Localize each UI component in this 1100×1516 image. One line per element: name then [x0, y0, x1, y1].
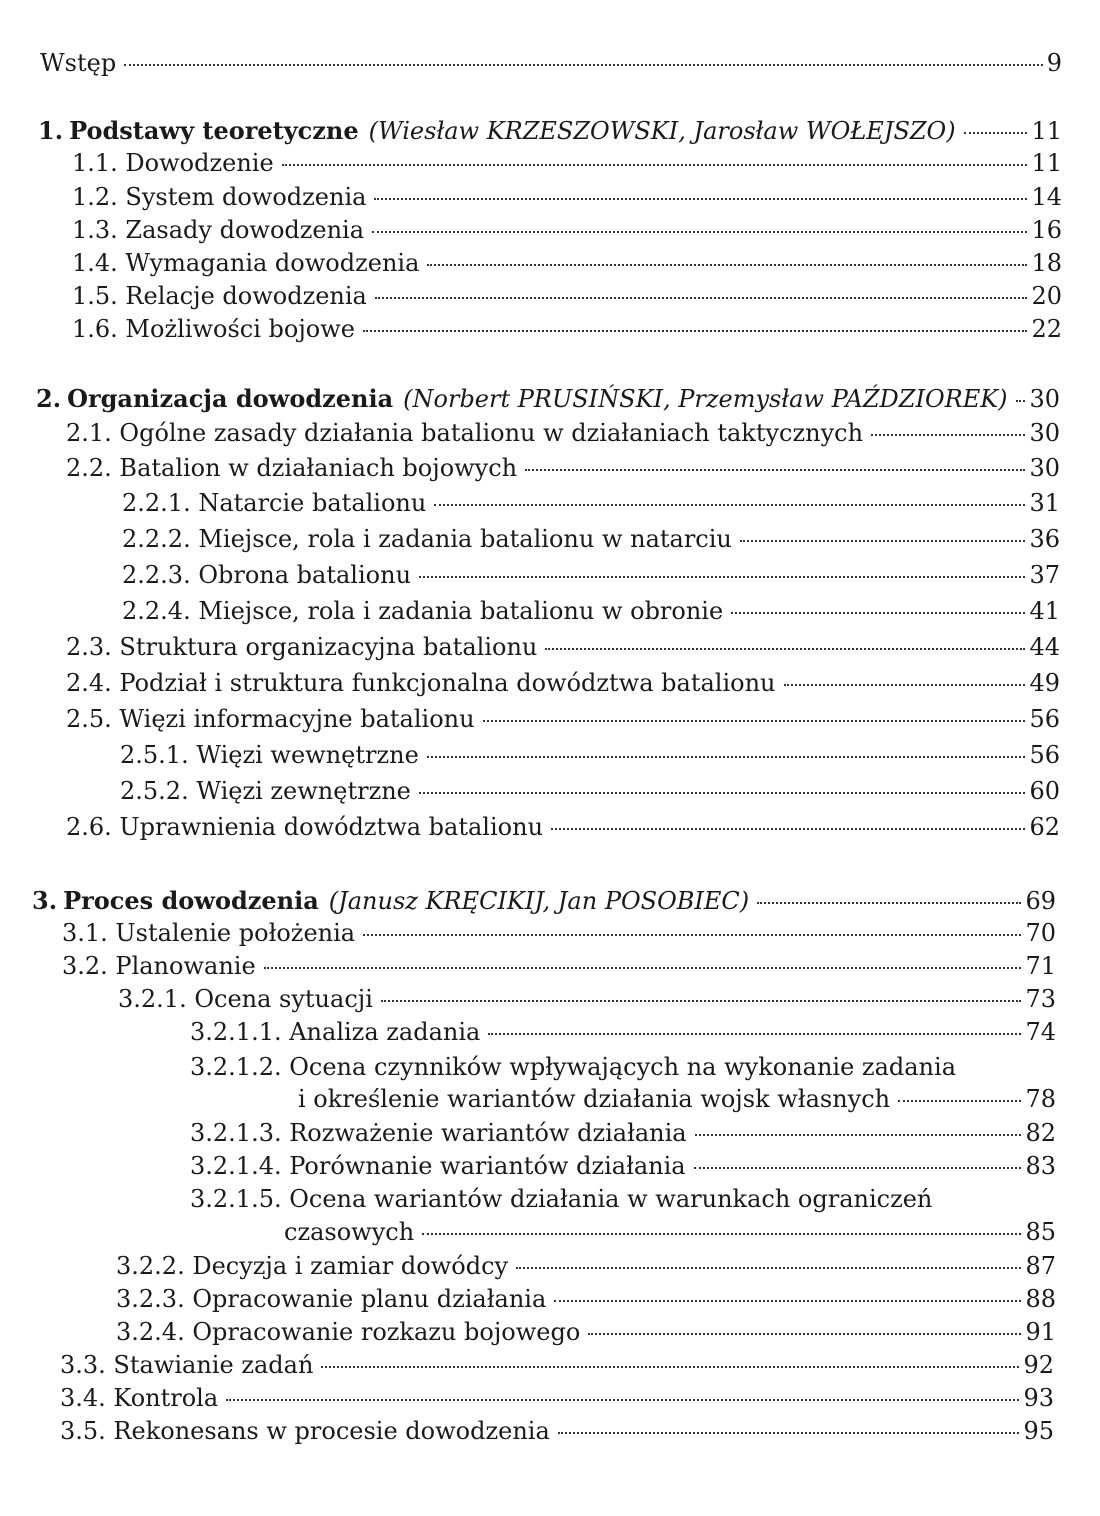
toc-subsubsection-line1[interactable]: 3.2.1.2. Ocena czynników wpływających na wykonanie zadania — [190, 1053, 956, 1081]
toc-section[interactable] — [72, 314, 1062, 344]
toc-subsection[interactable] — [122, 488, 1060, 518]
toc-chapter-1[interactable] — [38, 116, 1062, 146]
page-number: 62 — [1029, 813, 1060, 841]
chapter-authors: (Wiesław KRZESZOWSKI, Jarosław WOŁEJSZO) — [368, 117, 956, 145]
dot-leader — [757, 902, 1021, 904]
toc-section[interactable] — [72, 148, 1062, 178]
dot-leader — [381, 1000, 1022, 1002]
toc-section[interactable] — [62, 918, 1056, 948]
entry-label: 3.2.1.1. Analiza zadania — [190, 1018, 481, 1046]
page-number: 82 — [1025, 1119, 1056, 1147]
page-number: 91 — [1025, 1318, 1056, 1346]
toc-section[interactable] — [66, 632, 1060, 662]
dot-leader — [488, 1033, 1021, 1035]
entry-label: 3.2.1.4. Porównanie wariantów działania — [190, 1152, 686, 1180]
dot-leader — [321, 1366, 1019, 1368]
toc-subsubsection[interactable] — [190, 1017, 1056, 1047]
entry-label: 3.1. Ustalenie położenia — [62, 919, 356, 947]
page-number: 70 — [1025, 919, 1056, 947]
page-number: 83 — [1025, 1152, 1056, 1180]
entry-label: 2.3. Struktura organizacyjna batalionu — [66, 633, 538, 661]
entry-label: 1.1. Dowodzenie — [72, 149, 274, 177]
page-number: 9 — [1046, 49, 1062, 77]
entry-label: 2.5. Więzi informacyjne batalionu — [66, 705, 475, 733]
entry-label: 3.2.2. Decyzja i zamiar dowódcy — [116, 1252, 509, 1280]
entry-label: 1.4. Wymagania dowodzenia — [72, 249, 420, 277]
page-number: 11 — [1031, 149, 1062, 177]
chapter-title: Organizacja dowodzenia — [67, 384, 394, 413]
toc-subsubsection[interactable] — [190, 1151, 1056, 1181]
chapter-title: Podstawy teoretyczne — [69, 116, 359, 145]
chapter-authors: (Janusz KRĘCIKIJ, Jan POSOBIEC) — [328, 887, 750, 915]
entry-label: i określenie wariantów działania wojsk własnych — [298, 1085, 891, 1113]
toc-subsubsection[interactable] — [298, 1084, 1056, 1114]
dot-leader — [898, 1100, 1021, 1102]
dot-leader — [516, 1267, 1021, 1269]
entry-label: 1.6. Możliwości bojowe — [72, 315, 355, 343]
dot-leader — [483, 720, 1026, 722]
dot-leader — [226, 1399, 1019, 1401]
page-number: 30 — [1029, 385, 1060, 413]
page-number: 85 — [1025, 1218, 1056, 1246]
page-number: 56 — [1029, 741, 1060, 769]
entry-label: 2.1. Ogólne zasady działania batalionu w działaniach taktycznych — [66, 419, 864, 447]
page-number: 30 — [1029, 419, 1060, 447]
entry-label: 1.2. System dowodzenia — [72, 183, 367, 211]
entry-label: Wstęp — [40, 49, 117, 77]
toc-chapter-2[interactable] — [36, 384, 1060, 414]
entry-label: 3.4. Kontrola — [60, 1384, 219, 1412]
dot-leader — [375, 297, 1028, 299]
chapter-number: 1. — [38, 116, 64, 145]
page-number: 16 — [1031, 216, 1062, 244]
toc-subsection[interactable] — [122, 524, 1060, 554]
dot-leader — [419, 792, 1026, 794]
dot-leader — [551, 828, 1025, 830]
page-number: 71 — [1025, 952, 1056, 980]
dot-leader — [374, 198, 1027, 200]
entry-label: 3.2.1. Ocena sytuacji — [118, 985, 373, 1013]
entry-label: 2.5.2. Więzi zewnętrzne — [120, 777, 411, 805]
entry-label: 2.2.2. Miejsce, rola i zadania batalionu w natarciu — [122, 525, 732, 553]
entry-label: 3.2. Planowanie — [62, 952, 256, 980]
entry-label: 2.2.1. Natarcie batalionu — [122, 489, 427, 517]
page-number: 18 — [1031, 249, 1062, 277]
dot-leader — [282, 164, 1028, 166]
toc-subsubsection[interactable] — [190, 1118, 1056, 1148]
toc-section[interactable] — [66, 812, 1060, 842]
page-number: 11 — [1031, 117, 1062, 145]
page-number: 30 — [1029, 454, 1060, 482]
dot-leader — [558, 1432, 1020, 1434]
entry-label: 1.3. Zasady dowodzenia — [72, 216, 365, 244]
toc-chapter-3[interactable] — [32, 886, 1056, 916]
page-number: 56 — [1029, 705, 1060, 733]
dot-leader — [372, 231, 1027, 233]
toc-section[interactable] — [72, 182, 1062, 212]
dot-leader — [124, 64, 1043, 66]
dot-leader — [545, 648, 1025, 650]
toc-section[interactable] — [60, 1350, 1054, 1380]
page-number: 60 — [1029, 777, 1060, 805]
dot-leader — [363, 934, 1021, 936]
toc-subsection[interactable] — [120, 740, 1060, 770]
dot-leader — [264, 967, 1022, 969]
chapter-number: 2. — [36, 384, 62, 413]
page-number: 92 — [1023, 1351, 1054, 1379]
toc-section[interactable] — [66, 453, 1060, 483]
entry-label: 3.2.1.3. Rozważenie wariantów działania — [190, 1119, 687, 1147]
dot-leader — [731, 612, 1025, 614]
page-number: 95 — [1023, 1417, 1054, 1445]
toc-section[interactable] — [72, 215, 1062, 245]
page-number: 49 — [1029, 669, 1060, 697]
dot-leader — [554, 1300, 1021, 1302]
entry-label: 2.2. Batalion w działaniach bojowych — [66, 454, 518, 482]
dot-leader — [363, 330, 1028, 332]
dot-leader — [740, 540, 1026, 542]
toc-section[interactable] — [72, 248, 1062, 278]
page-number: 74 — [1025, 1018, 1056, 1046]
chapter-number: 3. — [32, 886, 58, 915]
page-number: 37 — [1029, 561, 1060, 589]
toc-section[interactable] — [66, 418, 1060, 448]
toc-section[interactable] — [60, 1383, 1054, 1413]
entry-label: 2.6. Uprawnienia dowództwa batalionu — [66, 813, 544, 841]
dot-leader — [871, 434, 1025, 436]
dot-leader — [427, 756, 1026, 758]
dot-leader — [1016, 400, 1026, 402]
page-number: 22 — [1031, 315, 1062, 343]
entry-label: 2.2.3. Obrona batalionu — [122, 561, 412, 589]
chapter-title: Proces dowodzenia — [63, 886, 319, 915]
dot-leader — [694, 1167, 1022, 1169]
toc-subsection[interactable] — [116, 1317, 1056, 1347]
page-number: 69 — [1025, 887, 1056, 915]
dot-leader — [422, 1233, 1021, 1235]
page-number: 44 — [1029, 633, 1060, 661]
dot-leader — [525, 469, 1025, 471]
entry-label: 3.5. Rekonesans w procesie dowodzenia — [60, 1417, 550, 1445]
entry-label: 2.2.4. Miejsce, rola i zadania batalionu w obronie — [122, 597, 724, 625]
entry-label: czasowych — [284, 1218, 415, 1246]
toc-section[interactable] — [72, 281, 1062, 311]
toc-section[interactable] — [66, 668, 1060, 698]
dot-leader — [964, 132, 1028, 134]
toc-section[interactable] — [66, 704, 1060, 734]
toc-subsubsection-line1[interactable]: 3.2.1.5. Ocena wariantów działania w warunkach ograniczeń — [190, 1185, 933, 1213]
toc-section[interactable] — [60, 1416, 1054, 1446]
page-number: 36 — [1029, 525, 1060, 553]
entry-label: 3.3. Stawianie zadań — [60, 1351, 314, 1379]
toc-subsection[interactable] — [118, 984, 1056, 1014]
entry-label: 1.5. Relacje dowodzenia — [72, 282, 367, 310]
toc-subsection[interactable] — [122, 596, 1060, 626]
dot-leader — [434, 504, 1025, 506]
page-number: 14 — [1031, 183, 1062, 211]
toc-section[interactable] — [62, 951, 1056, 981]
dot-leader — [419, 576, 1025, 578]
entry-label: 2.4. Podział i struktura funkcjonalna dowództwa batalionu — [66, 669, 776, 697]
dot-leader — [784, 684, 1026, 686]
toc-entry-intro[interactable] — [40, 48, 1062, 78]
toc-subsubsection[interactable] — [284, 1217, 1056, 1247]
page-number: 88 — [1025, 1285, 1056, 1313]
toc-subsection[interactable] — [122, 560, 1060, 590]
dot-leader — [427, 264, 1027, 266]
page-number: 31 — [1029, 489, 1060, 517]
page-number: 73 — [1025, 985, 1056, 1013]
page-number: 78 — [1025, 1085, 1056, 1113]
dot-leader — [588, 1333, 1021, 1335]
page-number: 41 — [1029, 597, 1060, 625]
page-number: 87 — [1025, 1252, 1056, 1280]
entry-label: 3.2.4. Opracowanie rozkazu bojowego — [116, 1318, 581, 1346]
toc-subsection[interactable] — [116, 1284, 1056, 1314]
entry-label: 2.5.1. Więzi wewnętrzne — [120, 741, 419, 769]
entry-label: 3.2.3. Opracowanie planu działania — [116, 1285, 547, 1313]
page-number: 93 — [1023, 1384, 1054, 1412]
toc-subsection[interactable] — [116, 1251, 1056, 1281]
toc-subsection[interactable] — [120, 776, 1060, 806]
chapter-authors: (Norbert PRUSIŃSKI, Przemysław PAŹDZIOREK) — [403, 385, 1008, 413]
dot-leader — [695, 1134, 1022, 1136]
page-number: 20 — [1031, 282, 1062, 310]
